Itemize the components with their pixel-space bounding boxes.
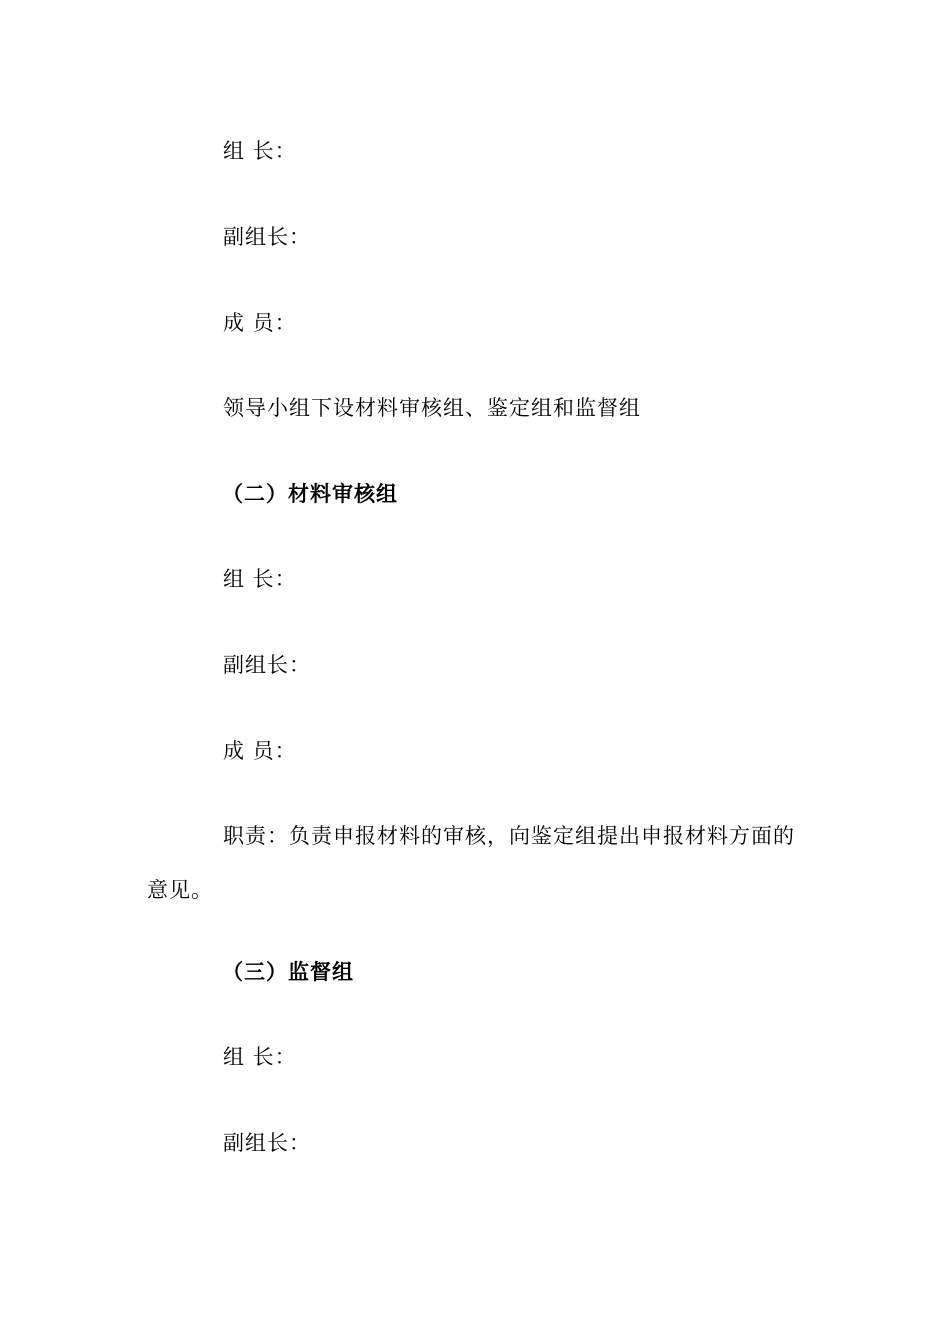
s3-leader-label: 组 长： [223,1045,297,1069]
s3-heading: （三）监督组 [222,959,354,984]
s1-leader-label: 组 长： [223,139,297,163]
s2-members-label: 成 员： [223,739,297,763]
s2-deputy-label: 副组长： [223,653,311,677]
s2-leader-label: 组 长： [223,567,297,591]
s2-duty-paragraph: 职责：负责申报材料的审核，向鉴定组提出申报材料方面的意见。 [147,824,795,902]
s3-deputy-label: 副组长： [223,1131,311,1155]
s1-deputy-label: 副组长： [223,225,311,249]
s1-members-label: 成 员： [223,311,297,335]
s2-heading: （二）材料审核组 [222,481,398,506]
s1-note: 领导小组下设材料审核组、鉴定组和监督组 [223,396,641,420]
